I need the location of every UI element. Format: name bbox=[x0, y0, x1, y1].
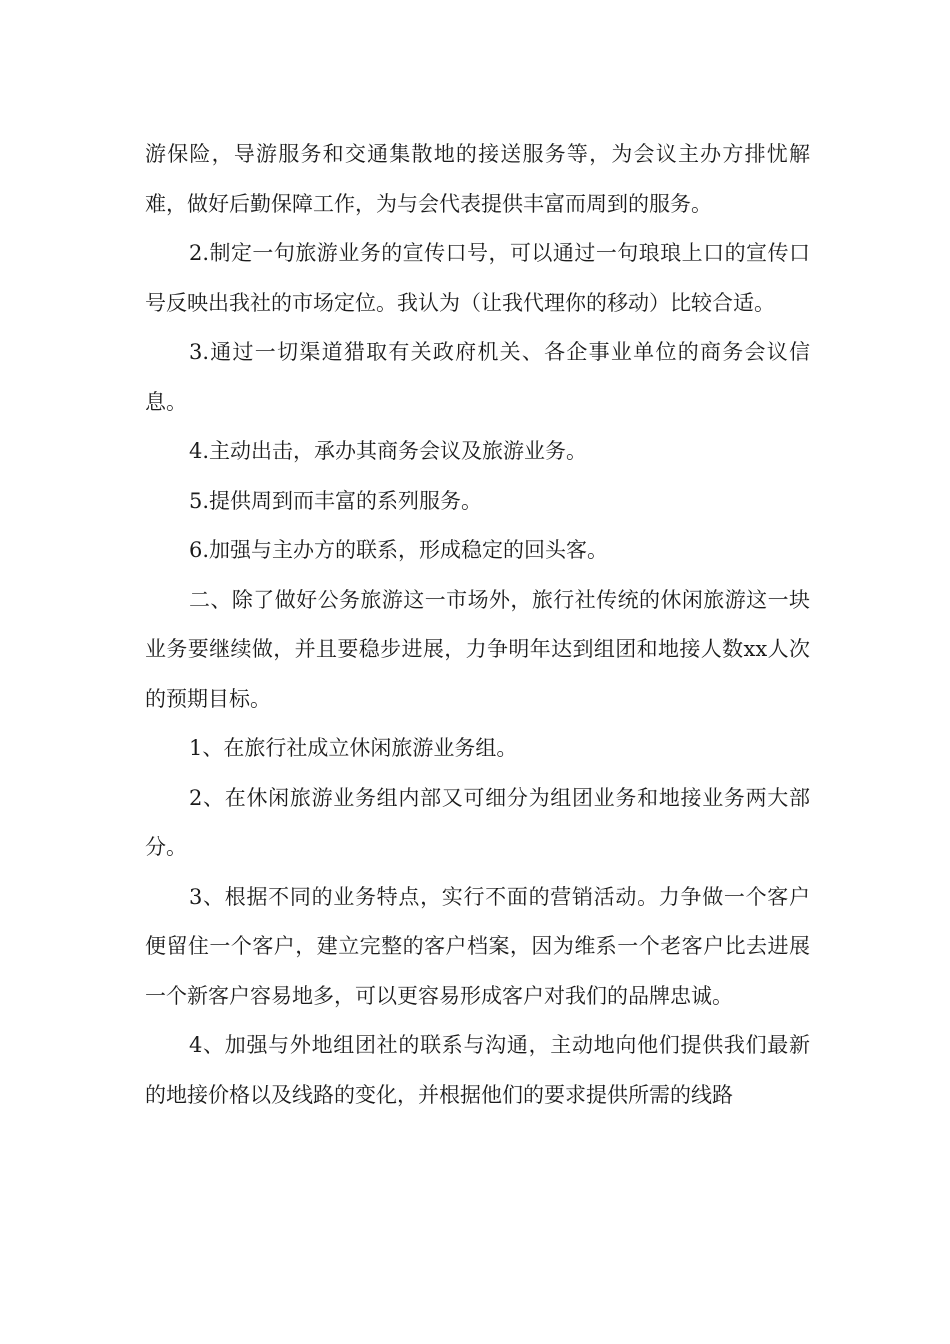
paragraph-subitem-2: 2、在休闲旅游业务组内部又可细分为组团业务和地接业务两大部分。 bbox=[145, 785, 810, 859]
paragraph-subitem-4: 4、加强与外地组团社的联系与沟通，主动地向他们提供我们最新的地接价格以及线路的变化，并根据他们的要求提供所需的线路 bbox=[145, 1033, 810, 1107]
paragraph-item-6: 6.加强与主办方的联系，形成稳定的回头客。 bbox=[189, 538, 609, 562]
paragraph-subitem-3: 3、根据不同的业务特点，实行不面的营销活动。力争做一个客户便留住一个客户，建立完整的客户档案，因为维系一个老客户比去进展一个新客户容易地多，可以更容易形成客户对我们的品牌忠诚。 bbox=[145, 884, 810, 1008]
paragraph-item-3: 3.通过一切渠道猎取有关政府机关、各企事业单位的商务会议信息。 bbox=[145, 340, 810, 414]
document-body bbox=[145, 130, 810, 1120]
paragraph-subitem-1: 1、在旅行社成立休闲旅游业务组。 bbox=[189, 736, 518, 760]
paragraph-item-5: 5.提供周到而丰富的系列服务。 bbox=[189, 488, 483, 513]
paragraph-section-two: 二、除了做好公务旅游这一市场外，旅行社传统的休闲旅游这一块业务要继续做，并且要稳步进展，力争明年达到组团和地接人数xx人次的预期目标。 bbox=[145, 587, 810, 711]
paragraph-continuation: 游保险，导游服务和交通集散地的接送服务等，为会议主办方排忧解难，做好后勤保障工作，为与会代表提供丰富而周到的服务。 bbox=[145, 142, 810, 216]
paragraph-item-2: 2.制定一句旅游业务的宣传口号，可以通过一句琅琅上口的宣传口号反映出我社的市场定位。我认为（让我代理你的移动）比较合适。 bbox=[145, 241, 810, 315]
paragraph-item-4: 4.主动出击，承办其商务会议及旅游业务。 bbox=[189, 439, 588, 463]
